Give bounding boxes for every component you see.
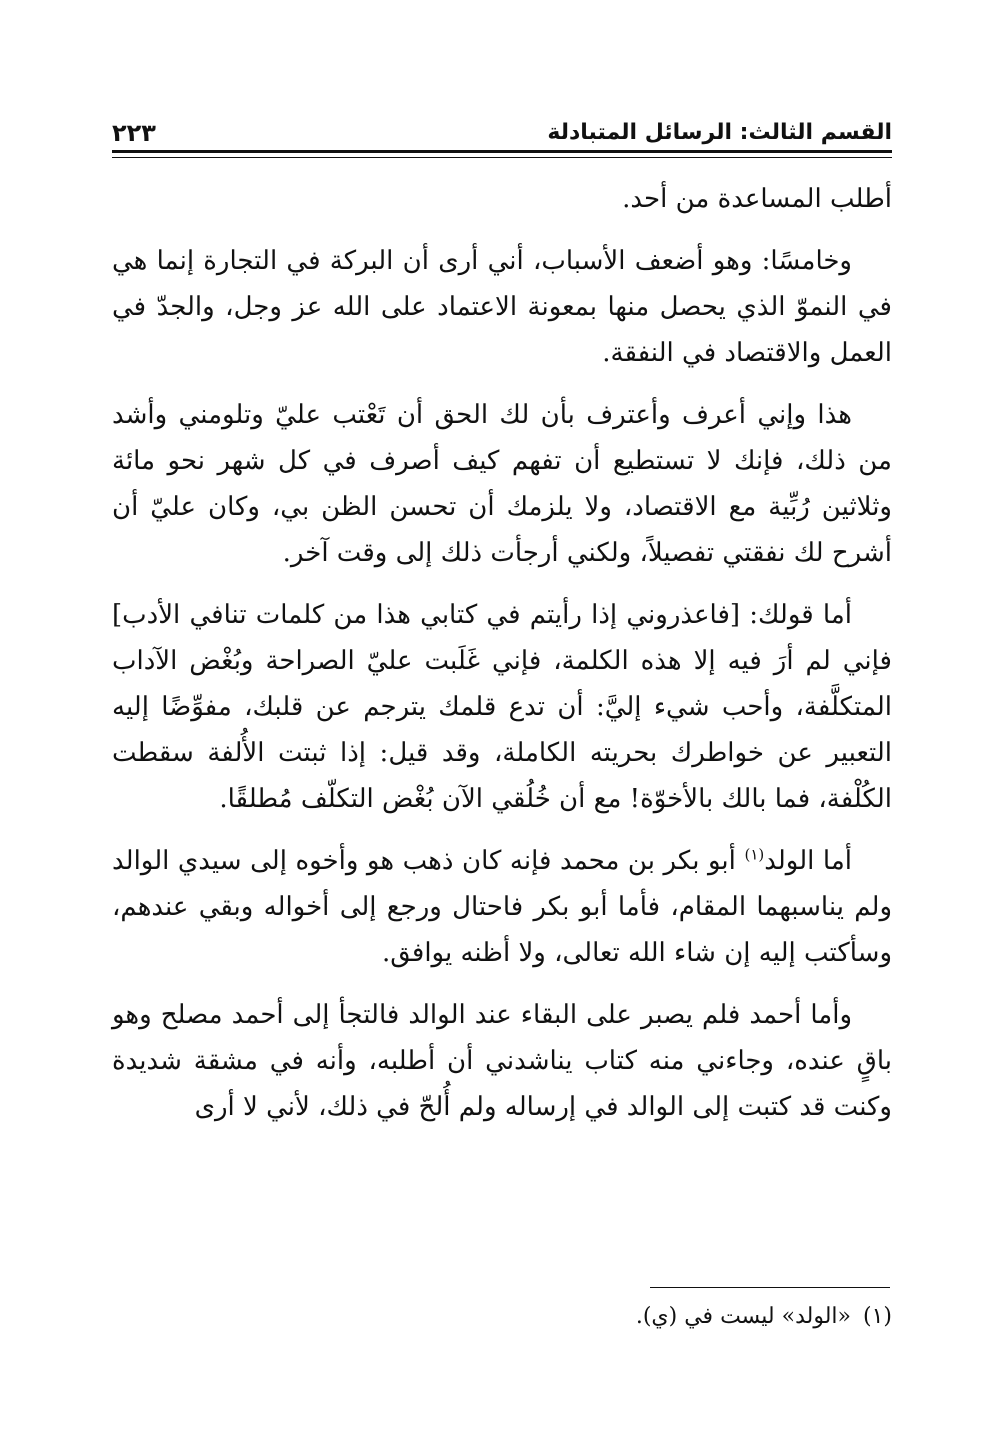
footnote	[112, 1300, 892, 1334]
footnote-reference: (١)	[744, 845, 765, 864]
paragraph-3: هذا وإني أعرف وأعترف بأن لك الحق أن تَعْتب عليّ وتلومني وأشد من ذلك، فإنك لا تستطيع أن تفهم كيف أصرف في كل شهر نحو مائة وثلاثين رُبِّية مع الاقتصاد، ولا يلزمك أن تحسن الظن بي، وكان عليّ أن أشرح لك نفقتي تفصيلاً، ولكني أرجأت ذلك إلى وقت آخر.	[112, 400, 892, 568]
footnote-text: «الولد» ليست في (ي).	[635, 1304, 851, 1329]
paragraph-5-rest: أبو بكر بن محمد فإنه كان ذهب هو وأخوه إلى سيدي الوالد ولم يناسبهما المقام، فأما أبو بكر فاحتال ورجع إلى أخواله وبقي عندهم، وسأكتب إليه إن شاء الله تعالى، ولا أظنه يوافق.	[112, 846, 892, 968]
header-title: القسم الثالث: الرسائل المتبادلة	[547, 120, 892, 145]
paragraph-2: وخامسًا: وهو أضعف الأسباب، أني أرى أن البركة في التجارة إنما هي في النموّ الذي يحصل منها بمعونة الاعتماد على الله عز وجل، والجدّ في العمل والاقتصاد في النفقة.	[112, 246, 892, 368]
paragraph-5	[112, 838, 892, 976]
paragraph-5-start: أما الولد	[764, 846, 853, 876]
paragraph-6: وأما أحمد فلم يصبر على البقاء عند الوالد فالتجأ إلى أحمد مصلح وهو باقٍ عنده، وجاءني منه كتاب يناشدني أن أطلبه، وأنه في مشقة شديدة وكنت قد كتبت إلى الوالد في إرساله ولم أُلحّ في ذلك، لأني لا أرى	[112, 1000, 892, 1122]
page-number: ٢٢٣	[112, 119, 156, 147]
header-rule-thin	[112, 157, 892, 158]
header-rule-thick	[112, 150, 892, 153]
main-text	[112, 176, 892, 1146]
footnote-number: (١)	[862, 1304, 892, 1329]
footnote-rule	[650, 1287, 890, 1288]
paragraph-1: أطلب المساعدة من أحد.	[622, 184, 892, 214]
running-header	[112, 112, 892, 148]
paragraph-4: أما قولك: [فاعذروني إذا رأيتم في كتابي هذا من كلمات تنافي الأدب] فإني لم أرَ فيه إلا هذه الكلمة، فإني غَلَبت عليّ الصراحة وبُغْض الآداب المتكلَّفة، وأحب شيء إليَّ: أن تدع قلمك يترجم عن قلبك، مفوِّضًا إليه التعبير عن خواطرك بحريته الكاملة، وقد قيل: إذا ثبتت الأُلفة سقطت الكُلْفة، فما بالك بالأخوّة! مع أن خُلُقي الآن بُغْض التكلّف مُطلقًا.	[112, 600, 892, 814]
